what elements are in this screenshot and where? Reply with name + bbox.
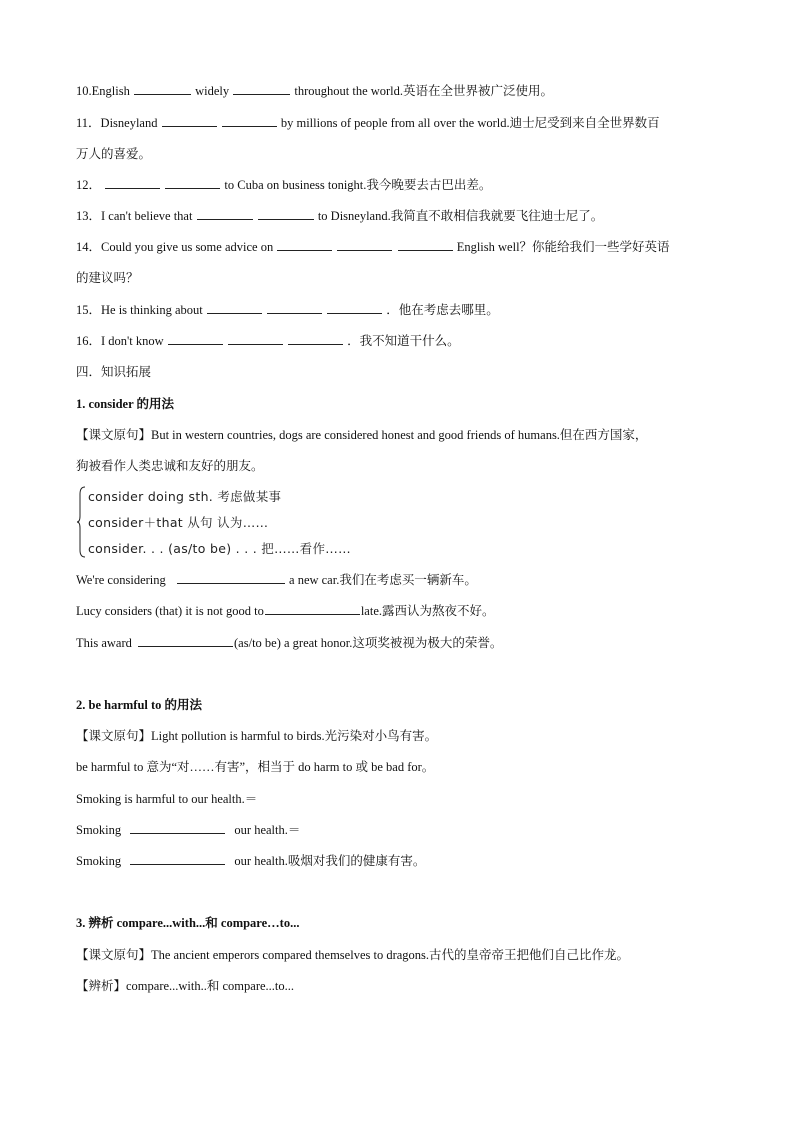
answer-blank[interactable] (134, 82, 191, 95)
answer-blank[interactable] (267, 301, 322, 314)
text: 13．I can't believe that (76, 209, 193, 223)
answer-blank[interactable] (207, 301, 262, 314)
exercise-14 (76, 238, 720, 256)
harmful-original-sentence: 【课文原句】Light pollution is harmful to birds.光污染对小鸟有害。 (76, 729, 438, 743)
consider-usage-brace (76, 486, 436, 558)
exercise-14-cont: 的建议吗？ (76, 271, 139, 285)
harmful-example-1: Smoking is harmful to our health.＝ (76, 792, 258, 806)
text: Lucy considers (that) it is not good to (76, 604, 264, 618)
text: 14．Could you give us some advice on (76, 240, 274, 254)
answer-blank[interactable] (228, 332, 283, 345)
consider-original-translation: 狗被看作人类忠诚和友好的朋友。 (76, 459, 264, 473)
consider-example-1 (76, 571, 720, 589)
answer-blank[interactable] (337, 238, 392, 251)
text: our health.＝ (234, 823, 301, 837)
usage-item: consider＋that 从句 认为…… (88, 515, 269, 530)
answer-blank[interactable] (162, 114, 217, 127)
harmful-meaning: be harmful to 意为“对……有害”，相当于 do harm to 或 be bad for。 (76, 760, 435, 774)
text: throughout the world.英语在全世界被广泛使用。 (294, 84, 554, 98)
text: to Cuba on business tonight.我今晚要去古巴出差。 (224, 178, 492, 192)
answer-blank[interactable] (130, 821, 225, 834)
answer-blank[interactable] (258, 207, 314, 220)
text: by millions of people from all over the world.迪士尼受到来自全世界数百 (280, 116, 660, 130)
exercise-10 (76, 82, 720, 100)
text: 11．Disneyland (76, 116, 158, 130)
compare-original-sentence: 【课文原句】The ancient emperors compared themselves to dragons.古代的皇帝帝王把他们自己比作龙。 (76, 948, 630, 962)
text: 12． (76, 178, 102, 192)
exercise-16 (76, 332, 720, 350)
harmful-example-3 (76, 852, 720, 870)
text: 15．He is thinking about (76, 303, 203, 317)
consider-example-2 (76, 602, 720, 620)
text: ．我不知道干什么。 (347, 334, 460, 348)
answer-blank[interactable] (222, 114, 277, 127)
text: late.露西认为熬夜不好。 (360, 604, 495, 618)
text: We're considering (76, 573, 166, 587)
section-heading: 四．知识拓展 (76, 365, 152, 379)
text: English well？你能给我们一些学好英语 (456, 240, 670, 254)
text: to Disneyland.我简直不敢相信我就要飞往迪士尼了。 (317, 209, 604, 223)
text: Smoking (76, 823, 122, 837)
answer-blank[interactable] (168, 332, 223, 345)
answer-blank[interactable] (327, 301, 382, 314)
answer-blank[interactable] (277, 238, 332, 251)
harmful-example-2 (76, 821, 720, 839)
curly-brace-icon (76, 486, 86, 558)
consider-original-sentence: 【课文原句】But in western countries, dogs are considered honest and good friends of humans.但在西方国家， (76, 428, 648, 442)
exercise-11-cont: 万人的喜爱。 (76, 147, 152, 161)
consider-example-3 (76, 634, 720, 652)
text: 10.English (76, 84, 130, 98)
text: (as/to be) a great honor.这项奖被视为极大的荣誉。 (234, 636, 503, 650)
answer-blank[interactable] (138, 634, 233, 647)
harmful-heading: 2. be harmful to 的用法 (76, 698, 203, 712)
exercise-12 (76, 176, 720, 194)
answer-blank[interactable] (105, 176, 160, 189)
exercise-13 (76, 207, 720, 225)
text: This award (76, 636, 132, 650)
exercise-15 (76, 301, 720, 319)
usage-item: consider. . . (as/to be) . . . 把……看作…… (88, 541, 351, 556)
exercise-11 (76, 114, 720, 132)
answer-blank[interactable] (288, 332, 343, 345)
consider-heading: 1. consider 的用法 (76, 397, 175, 411)
usage-item: consider doing sth. 考虑做某事 (88, 489, 282, 504)
compare-heading: 3. 辨析 compare...with...和 compare…to... (76, 916, 300, 930)
compare-bianxi: 【辨析】compare...with..和 compare...to... (76, 979, 295, 993)
answer-blank[interactable] (398, 238, 453, 251)
answer-blank[interactable] (233, 82, 290, 95)
text: ．他在考虑去哪里。 (386, 303, 499, 317)
text: Smoking (76, 854, 122, 868)
text: widely (195, 84, 230, 98)
answer-blank[interactable] (130, 852, 225, 865)
answer-blank[interactable] (197, 207, 253, 220)
answer-blank[interactable] (265, 602, 360, 615)
answer-blank[interactable] (177, 571, 285, 584)
text: a new car.我们在考虑买一辆新车。 (289, 573, 477, 587)
text: our health.吸烟对我们的健康有害。 (234, 854, 426, 868)
answer-blank[interactable] (165, 176, 220, 189)
text: 16．I don't know (76, 334, 164, 348)
